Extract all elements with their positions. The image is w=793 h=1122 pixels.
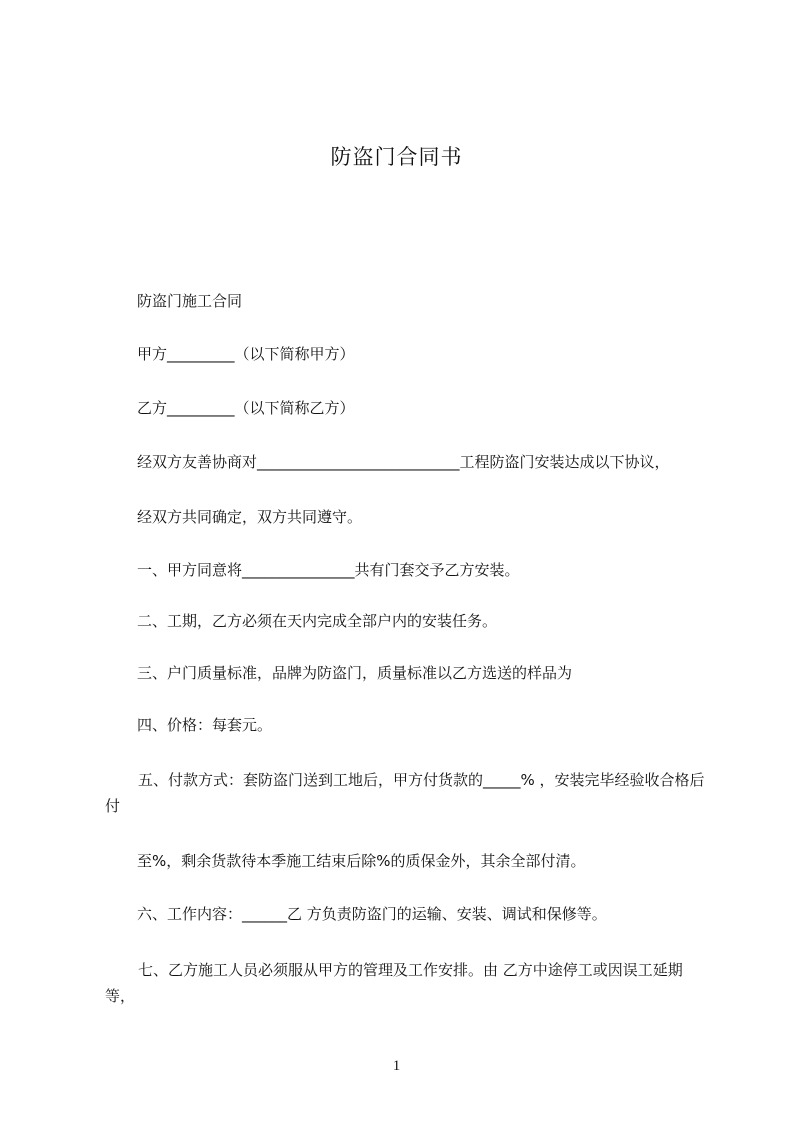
clause-3: 三、户门质量标准，品牌为防盗门，质量标准以乙方选送的样品为 — [137, 664, 573, 682]
party-b-line: 乙方_________（以下简称乙方） — [137, 399, 355, 417]
clause-5: 五、付款方式：套防盗门送到工地后，甲方付货款的_____% ，安装完毕经验收合格后付 — [105, 771, 705, 815]
clause-5-continued: 至%，剩余货款待本季施工结束后除%的质保金外，其余全部付清。 — [137, 852, 586, 870]
clause-1: 一、甲方同意将_______________共有门套交予乙方安装。 — [137, 561, 520, 579]
page-number: 1 — [392, 1058, 401, 1074]
document-title: 防盗门合同书 — [330, 145, 463, 169]
clause-2: 二、工期，乙方必须在天内完成全部户内的安装任务。 — [137, 612, 498, 630]
agreement-confirm-line: 经双方共同确定，双方共同遵守。 — [137, 508, 363, 526]
agreement-intro-line: 经双方友善协商对___________________________工程防盗门安装达成以下协议， — [137, 453, 670, 471]
clause-6: 六、工作内容：______乙 方负责防盗门的运输、安装、调试和保修等。 — [137, 905, 607, 923]
clause-4: 四、价格：每套元。 — [137, 716, 273, 734]
party-a-line: 甲方_________（以下简称甲方） — [137, 345, 355, 363]
clause-7: 七、乙方施工人员必须服从甲方的管理及工作安排。由 乙方中途停工或因误工延期等， — [105, 961, 683, 1005]
contract-heading: 防盗门施工合同 — [137, 292, 243, 310]
